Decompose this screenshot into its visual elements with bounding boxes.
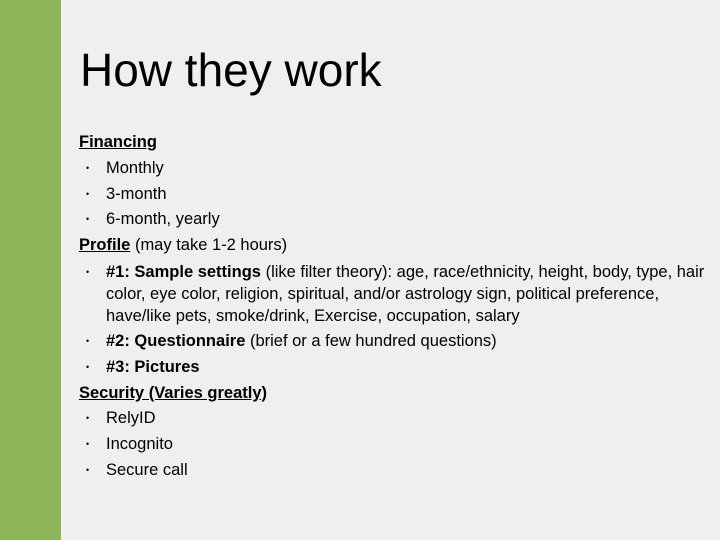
financing-item: • 6-month, yearly bbox=[79, 207, 709, 233]
financing-item: • Monthly bbox=[79, 156, 709, 182]
bullet-icon: • bbox=[86, 439, 90, 450]
bullet-icon: • bbox=[86, 188, 90, 199]
security-item: • Incognito bbox=[79, 432, 709, 458]
slide-title: How they work bbox=[80, 44, 382, 96]
profile-item: • #2: Questionnaire (brief or a few hundred questions) bbox=[79, 329, 709, 355]
security-item: • RelyID bbox=[79, 406, 709, 432]
profile-item: • #1: Sample settings (like filter theory): age, race/ethnicity, height, body, type, hair color, eye color, religion, spiritual, and/or astrology sign, political preference, have/like pets, smoke/drink, Exercise, occupation, salary bbox=[86, 262, 705, 325]
bullet-icon: • bbox=[86, 413, 90, 424]
financing-item: • 3-month bbox=[79, 182, 709, 208]
side-accent-bar bbox=[0, 0, 61, 540]
security-heading: Security (Varies greatly) bbox=[79, 383, 268, 402]
security-item: • Secure call bbox=[79, 458, 709, 484]
bullet-icon: • bbox=[86, 361, 90, 372]
bullet-icon: • bbox=[86, 266, 90, 277]
slide-body bbox=[79, 130, 709, 484]
financing-heading: Financing bbox=[79, 133, 157, 151]
bullet-icon: • bbox=[86, 162, 90, 173]
bullet-icon: • bbox=[86, 464, 90, 475]
profile-heading: Profile (may take 1-2 hours) bbox=[79, 236, 288, 255]
bullet-icon: • bbox=[86, 335, 90, 346]
profile-item: • #3: Pictures bbox=[79, 355, 709, 381]
bullet-icon: • bbox=[86, 214, 90, 225]
